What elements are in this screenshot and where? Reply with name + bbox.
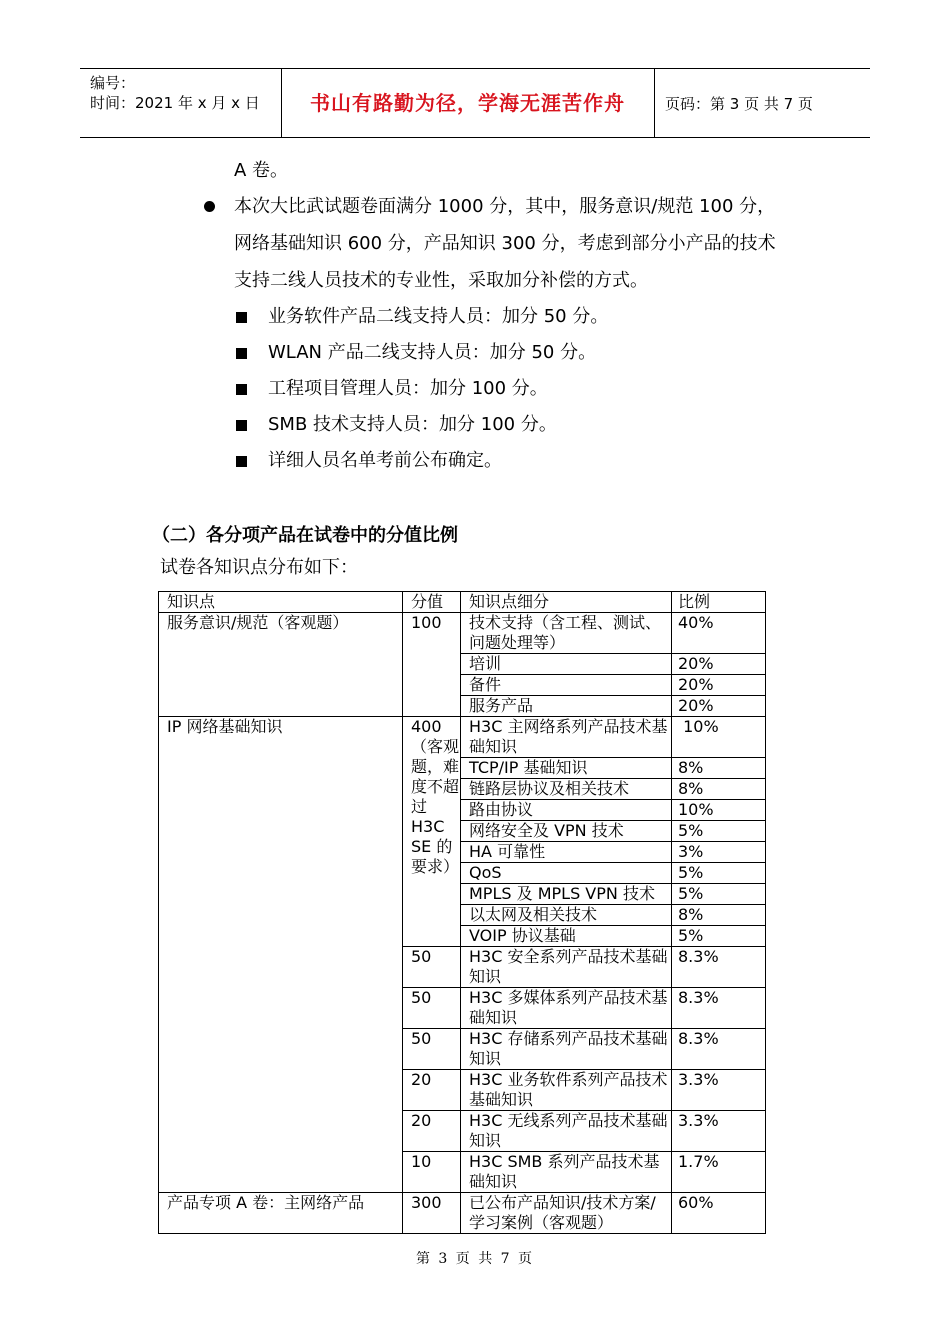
topic-cell: IP 网络基础知识	[159, 717, 403, 1193]
detail-cell: H3C 无线系列产品技术基础知识	[461, 1111, 672, 1152]
pct-cell: 20%	[672, 654, 766, 675]
score-cell: 100	[403, 613, 461, 717]
detail-cell: 备件	[461, 675, 672, 696]
pct-cell: 10%	[672, 800, 766, 821]
pct-cell: 8.3%	[672, 1029, 766, 1070]
sub-item: 工程项目管理人员：加分 100 分。	[268, 378, 548, 399]
detail-cell: 网络安全及 VPN 技术	[461, 821, 672, 842]
column-header: 知识点	[159, 592, 403, 613]
score-cell: 50	[403, 1029, 461, 1070]
detail-cell: 以太网及相关技术	[461, 905, 672, 926]
detail-cell: H3C 业务软件系列产品技术基础知识	[461, 1070, 672, 1111]
sub-item: WLAN 产品二线支持人员：加分 50 分。	[268, 342, 597, 363]
detail-cell: TCP/IP 基础知识	[461, 758, 672, 779]
pct-cell: 20%	[672, 675, 766, 696]
intro-line: A 卷。	[234, 160, 289, 181]
score-cell: 50	[403, 947, 461, 988]
detail-cell: 路由协议	[461, 800, 672, 821]
pct-cell: 60%	[672, 1193, 766, 1234]
detail-cell: HA 可靠性	[461, 842, 672, 863]
square-bullet-icon	[236, 456, 247, 467]
pct-cell: 5%	[672, 821, 766, 842]
column-header: 分值	[403, 592, 461, 613]
pct-cell: 5%	[672, 884, 766, 905]
pct-cell: 3.3%	[672, 1111, 766, 1152]
pct-cell: 8.3%	[672, 947, 766, 988]
pct-cell: 8.3%	[672, 988, 766, 1029]
detail-cell: 技术支持（含工程、测试、问题处理等）	[461, 613, 672, 654]
detail-cell: H3C 安全系列产品技术基础知识	[461, 947, 672, 988]
bullet-dot-icon	[204, 201, 215, 212]
table-row	[159, 717, 766, 758]
section-lead: 试卷各知识点分布如下：	[160, 557, 358, 578]
score-cell: 20	[403, 1111, 461, 1152]
table-row	[159, 1193, 766, 1234]
table-row	[159, 613, 766, 654]
pct-cell: 40%	[672, 613, 766, 654]
knowledge-table	[158, 591, 766, 1234]
header-motto: 书山有路勤为径，学海无涯苦作舟	[310, 91, 625, 115]
bullet-text: 本次大比武试题卷面满分 1000 分，其中，服务意识/规范 100 分，	[234, 196, 776, 217]
header-meta	[90, 73, 260, 113]
page-header	[80, 68, 870, 138]
detail-cell: 链路层协议及相关技术	[461, 779, 672, 800]
detail-cell: 培训	[461, 654, 672, 675]
bullet-text: 支持二线人员技术的专业性，采取加分补偿的方式。	[234, 270, 648, 291]
detail-cell: VOIP 协议基础	[461, 926, 672, 947]
page-footer: 第 3 页 共 7 页	[415, 1251, 535, 1267]
column-header: 知识点细分	[461, 592, 672, 613]
pct-cell: 5%	[672, 926, 766, 947]
score-cell: 20	[403, 1070, 461, 1111]
detail-cell: MPLS 及 MPLS VPN 技术	[461, 884, 672, 905]
sub-item: 详细人员名单考前公布确定。	[268, 450, 502, 471]
square-bullet-icon	[236, 348, 247, 359]
detail-cell: H3C 主网络系列产品技术基础知识	[461, 717, 672, 758]
pct-cell: 5%	[672, 863, 766, 884]
detail-cell: QoS	[461, 863, 672, 884]
square-bullet-icon	[236, 420, 247, 431]
table-header-row	[159, 592, 766, 613]
pct-cell: 1.7%	[672, 1152, 766, 1193]
pct-cell: 10%	[672, 717, 766, 758]
header-divider	[654, 69, 655, 137]
detail-cell: 服务产品	[461, 696, 672, 717]
header-page-info: 页码：第 3 页 共 7 页	[665, 95, 813, 113]
score-cell: 300	[403, 1193, 461, 1234]
pct-cell: 8%	[672, 758, 766, 779]
section-heading: （二）各分项产品在试卷中的分值比例	[152, 525, 458, 546]
score-cell: 50	[403, 988, 461, 1029]
square-bullet-icon	[236, 312, 247, 323]
pct-cell: 3%	[672, 842, 766, 863]
sub-item: 业务软件产品二线支持人员：加分 50 分。	[268, 306, 609, 327]
score-cell: 400（客观题，难度不超过 H3C SE 的要求）	[403, 717, 461, 947]
detail-cell: H3C SMB 系列产品技术基础知识	[461, 1152, 672, 1193]
date-label: 时间：2021 年 x 月 x 日	[90, 94, 260, 112]
topic-cell: 服务意识/规范（客观题）	[159, 613, 403, 717]
column-header: 比例	[672, 592, 766, 613]
bullet-text: 网络基础知识 600 分，产品知识 300 分，考虑到部分小产品的技术	[234, 233, 776, 254]
sub-item: SMB 技术支持人员：加分 100 分。	[268, 414, 557, 435]
square-bullet-icon	[236, 384, 247, 395]
pct-cell: 3.3%	[672, 1070, 766, 1111]
detail-cell: 已公布产品知识/技术方案/学习案例（客观题）	[461, 1193, 672, 1234]
score-cell: 10	[403, 1152, 461, 1193]
number-label: 编号：	[90, 74, 136, 92]
detail-cell: H3C 多媒体系列产品技术基础知识	[461, 988, 672, 1029]
detail-cell: H3C 存储系列产品技术基础知识	[461, 1029, 672, 1070]
topic-cell: 产品专项 A 卷：主网络产品	[159, 1193, 403, 1234]
pct-cell: 8%	[672, 779, 766, 800]
pct-cell: 8%	[672, 905, 766, 926]
pct-cell: 20%	[672, 696, 766, 717]
